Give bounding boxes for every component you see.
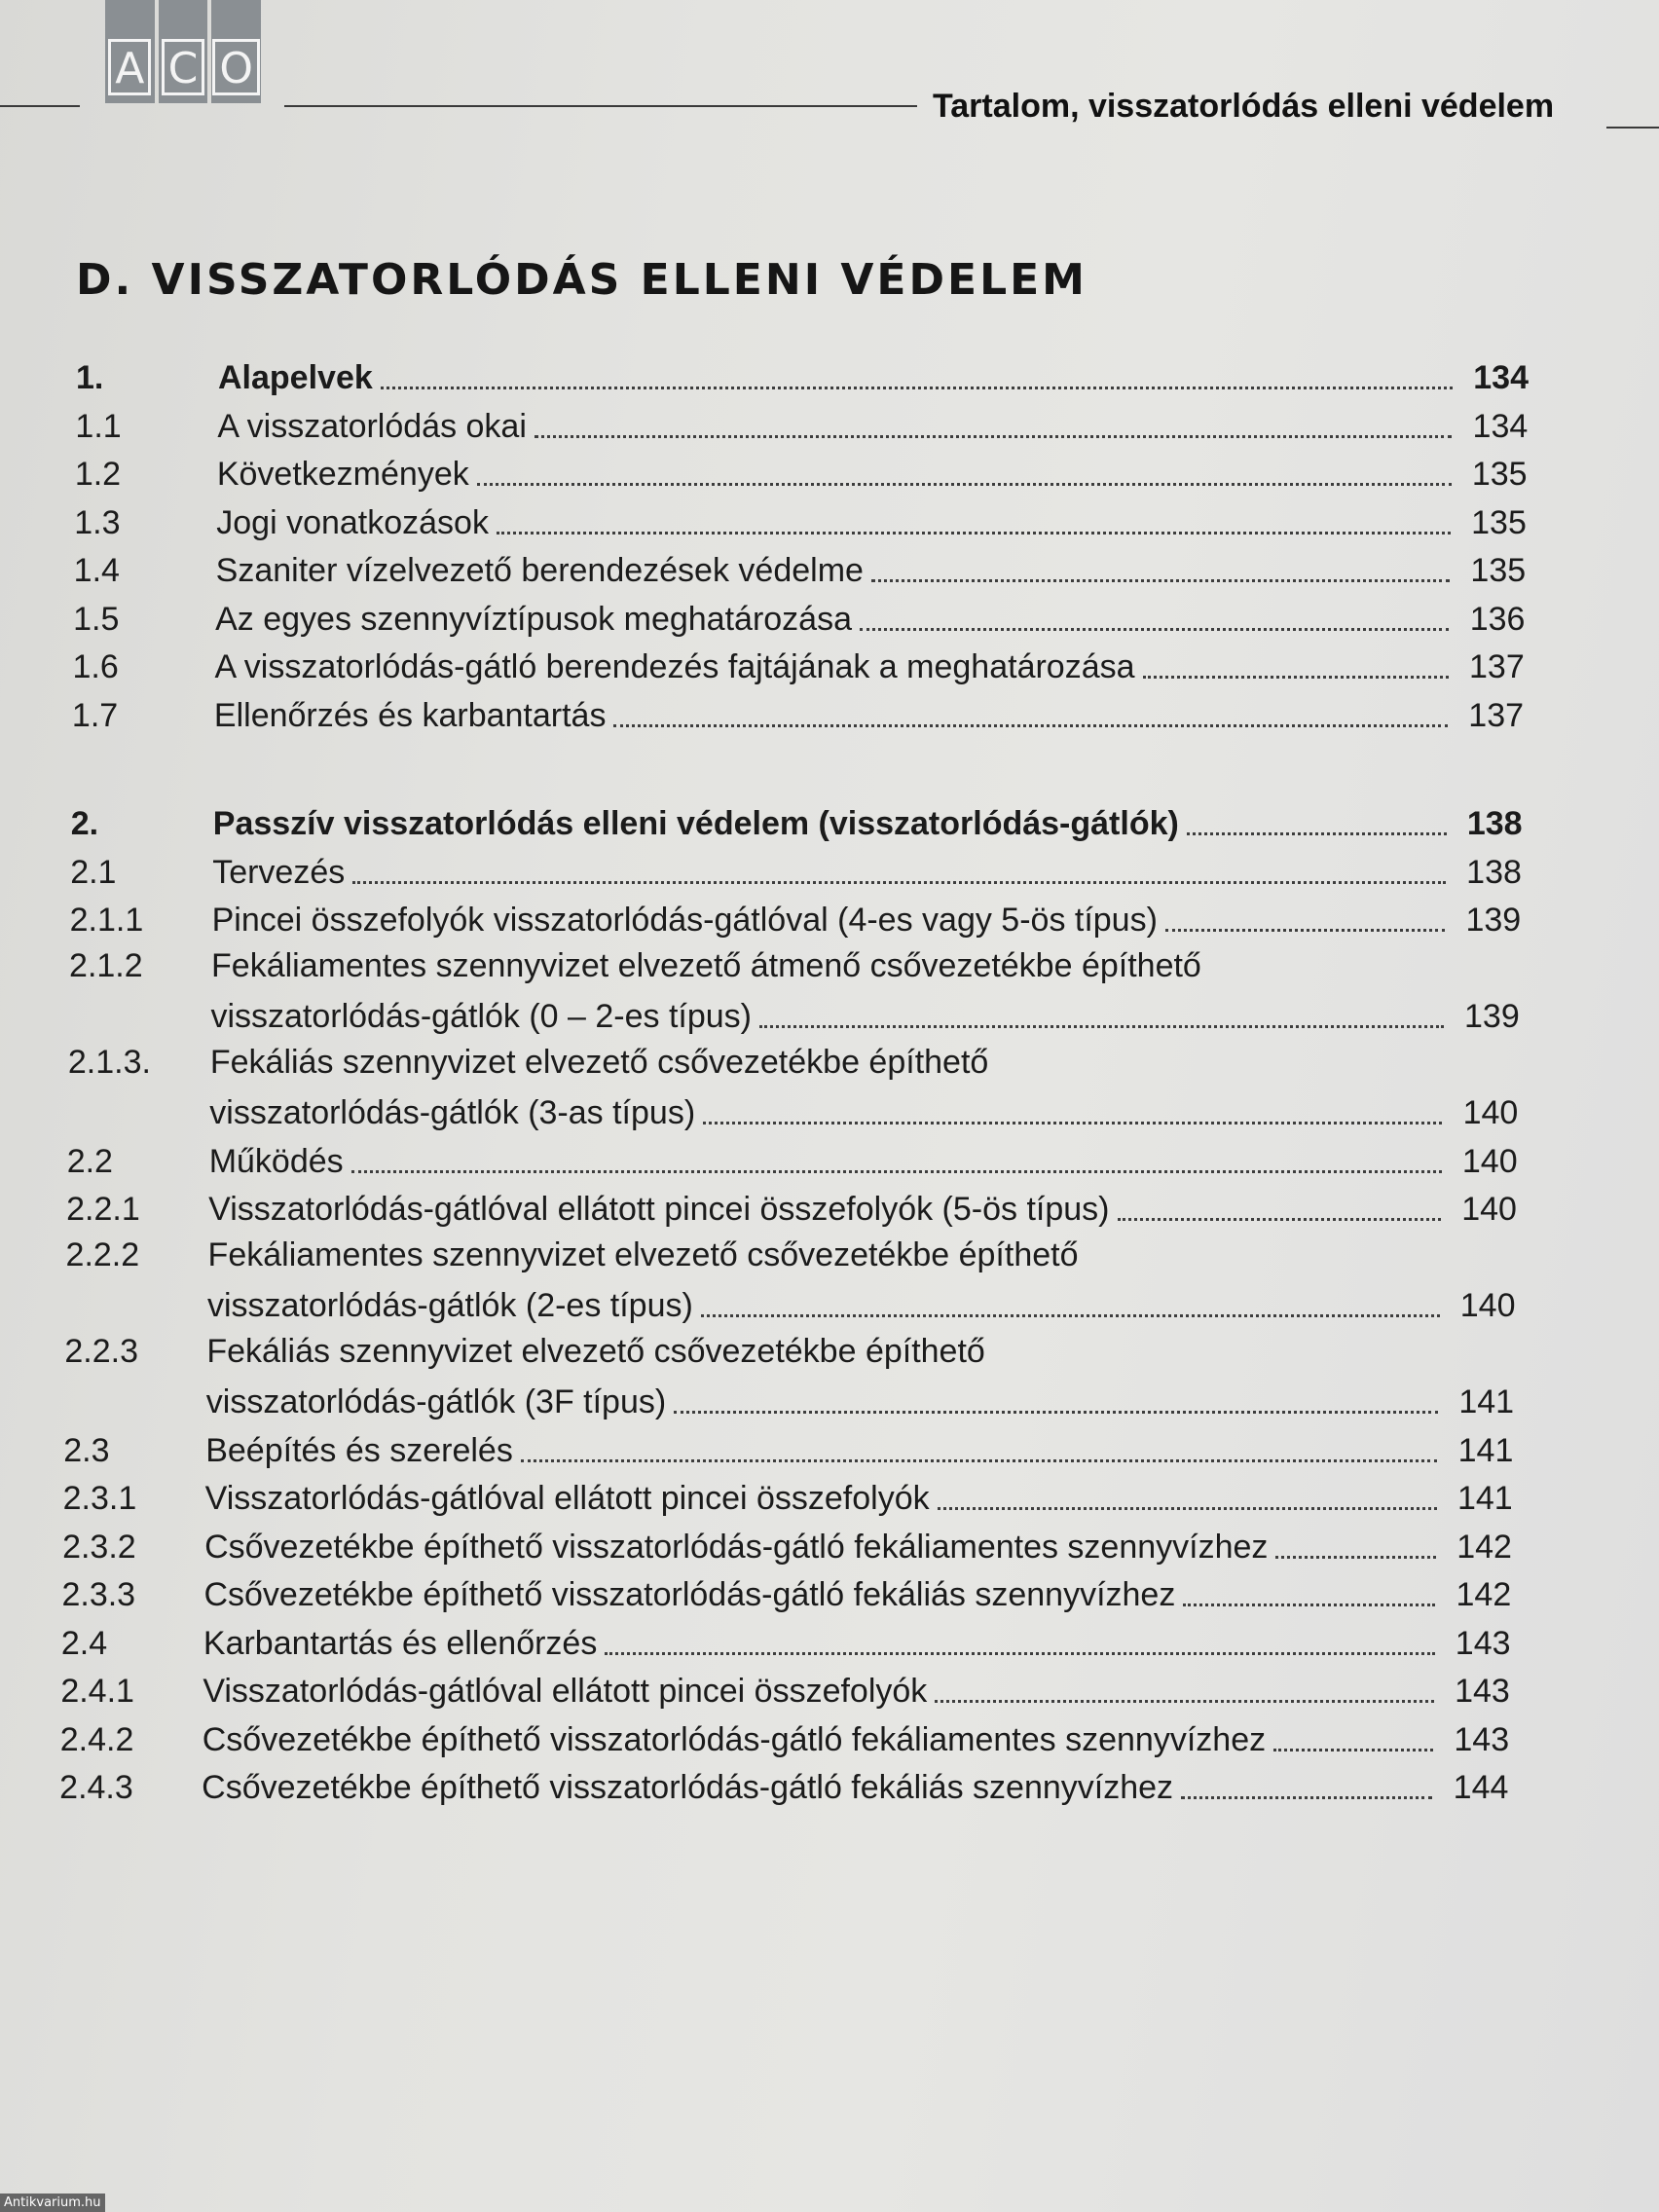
dot-leader xyxy=(521,1459,1438,1462)
logo-letter: A xyxy=(108,39,151,95)
toc-entry[interactable] xyxy=(70,893,1522,940)
toc-page-number: 142 xyxy=(1456,1528,1512,1566)
toc-entry[interactable] xyxy=(63,1471,1513,1518)
toc-entry-number: 2.1 xyxy=(70,853,117,891)
toc-page-number: 142 xyxy=(1456,1576,1512,1613)
toc-entry-number: 2.2.1 xyxy=(66,1191,140,1228)
toc-entry-first-line xyxy=(64,1333,984,1371)
dot-leader xyxy=(477,483,1452,486)
toc-entry-title: Fekáliás szennyvizet elvezető csővezetékbe építhető xyxy=(209,1043,989,1081)
toc-page-number: 140 xyxy=(1459,1287,1516,1324)
toc-page-number: 143 xyxy=(1455,1673,1510,1710)
toc-entry[interactable] xyxy=(74,496,1527,542)
toc-page-number: 138 xyxy=(1466,853,1522,891)
toc-entry-number: 1.6 xyxy=(72,648,119,685)
dot-leader xyxy=(1143,676,1449,679)
toc-page-number: 135 xyxy=(1470,552,1527,589)
toc-page-number: 138 xyxy=(1466,805,1523,842)
toc-entry-number: 1.4 xyxy=(73,552,120,589)
dot-leader xyxy=(1181,1796,1432,1799)
toc-entry-title: visszatorlódás-gátlók (3-as típus) xyxy=(209,1094,696,1131)
toc-entry[interactable] xyxy=(64,1375,1514,1421)
dot-leader xyxy=(1118,1218,1441,1221)
toc-entry-title: Szaniter vízelvezető berendezések védelme xyxy=(215,552,864,589)
dot-leader xyxy=(1275,1556,1436,1559)
toc-entry[interactable] xyxy=(73,592,1525,639)
toc-entry-title: Csővezetékbe építhető visszatorlódás-gátló fekáliamentes szennyvízhez xyxy=(202,1720,1267,1758)
toc-entry-number: 1.7 xyxy=(71,696,119,734)
toc-entry-title: Passzív visszatorlódás elleni védelem (visszatorlódás-gátlók) xyxy=(212,805,1179,842)
toc-entry[interactable] xyxy=(73,640,1525,686)
dot-leader xyxy=(1165,929,1445,932)
toc-page-number: 139 xyxy=(1464,998,1520,1035)
toc-entry-number: 2.3.2 xyxy=(62,1528,136,1566)
toc-entry[interactable] xyxy=(72,688,1524,735)
dot-leader xyxy=(871,579,1450,582)
toc-entry-title: visszatorlódás-gátlók (3F típus) xyxy=(205,1383,667,1420)
toc-entry-title: Következmények xyxy=(216,456,469,493)
dot-leader xyxy=(1183,1604,1435,1606)
dot-leader xyxy=(497,532,1451,535)
toc-entry-number: 1.3 xyxy=(74,503,121,541)
toc-entry-number: 2.4.3 xyxy=(59,1769,133,1806)
toc-page-number: 139 xyxy=(1465,902,1522,939)
toc-entry[interactable] xyxy=(75,447,1528,494)
dot-leader xyxy=(703,1122,1442,1124)
dot-leader xyxy=(935,1700,1434,1703)
toc-entry-title: Pincei összefolyók visszatorlódás-gátlóval (4-es vagy 5-ös típus) xyxy=(211,902,1158,939)
toc-entry-number: 1.1 xyxy=(75,407,122,445)
toc-entry-title: visszatorlódás-gátlók (2-es típus) xyxy=(206,1287,693,1324)
dot-leader xyxy=(1273,1749,1433,1751)
dot-leader xyxy=(860,628,1449,631)
toc-entry-title: Karbantartás és ellenőrzés xyxy=(203,1624,598,1662)
toc-entry-number: 1. xyxy=(76,359,104,396)
toc-entry-number: 2.1.3. xyxy=(67,1043,151,1081)
section-title: D. VISSZATORLÓDÁS ELLENI VÉDELEM xyxy=(76,255,1088,305)
toc-entry-title: Alapelvek xyxy=(218,359,373,396)
toc-entry-first-line xyxy=(68,1044,988,1082)
dot-leader xyxy=(1187,832,1447,835)
toc-entry-number: 2.3 xyxy=(63,1431,110,1469)
toc-page-number: 140 xyxy=(1461,1191,1517,1228)
toc-page-number: 134 xyxy=(1472,407,1529,445)
dot-leader xyxy=(674,1411,1438,1414)
toc-entry-title: Visszatorlódás-gátlóval ellátott pincei összefolyók xyxy=(203,1673,928,1710)
toc-entry-title: Tervezés xyxy=(212,853,346,891)
toc-entry[interactable] xyxy=(60,1713,1509,1759)
toc-entry-title: Fekáliamentes szennyvizet elvezető átmenő csővezetékbe építhető xyxy=(211,946,1201,984)
dot-leader xyxy=(351,1170,1442,1173)
toc-page-number: 143 xyxy=(1454,1720,1510,1758)
toc-entry[interactable] xyxy=(65,1278,1516,1325)
toc-page-number: 141 xyxy=(1458,1383,1515,1420)
toc-entry[interactable] xyxy=(63,1423,1513,1470)
toc-entry-title: visszatorlódás-gátlók (0 – 2-es típus) xyxy=(210,998,753,1035)
toc-entry-title: Fekáliamentes szennyvizet elvezető csővezetékbe építhető xyxy=(207,1235,1079,1273)
toc-entry[interactable] xyxy=(60,1664,1510,1711)
toc-entry-title: Fekáliás szennyvizet elvezető csővezetékbe építhető xyxy=(206,1332,985,1370)
toc-entry-first-line xyxy=(69,947,1201,985)
toc-entry[interactable] xyxy=(67,1086,1518,1132)
toc-entry-number: 2. xyxy=(70,805,99,842)
toc-entry-number: 2.3.3 xyxy=(61,1576,136,1613)
toc-entry[interactable] xyxy=(68,989,1519,1036)
toc-entry-first-line xyxy=(66,1236,1079,1274)
toc-page-number: 135 xyxy=(1471,503,1527,541)
toc-page-number: 136 xyxy=(1469,600,1526,638)
toc-entry-number: 2.3.1 xyxy=(62,1480,137,1517)
toc-entry-title: Működés xyxy=(208,1142,344,1180)
toc-entry[interactable] xyxy=(70,845,1522,892)
toc-entry[interactable] xyxy=(67,1134,1518,1181)
toc-entry-number: 2.2.3 xyxy=(64,1332,138,1370)
dot-leader xyxy=(381,387,1453,389)
toc-entry-title: Ellenőrzés és karbantartás xyxy=(213,696,607,734)
toc-entry-number: 2.2.2 xyxy=(65,1235,140,1273)
toc-entry-title: Csővezetékbe építhető visszatorlódás-gátló fekáliás szennyvízhez xyxy=(202,1769,1174,1806)
toc-entry-number: 2.1.1 xyxy=(69,902,144,939)
toc-page-number: 141 xyxy=(1456,1480,1513,1517)
dot-leader xyxy=(759,1025,1444,1028)
dot-leader xyxy=(605,1652,1434,1655)
toc-page-number: 137 xyxy=(1468,696,1525,734)
logo-letter: C xyxy=(162,39,205,95)
toc-entry-title: A visszatorlódás okai xyxy=(217,407,527,445)
toc-page-number: 144 xyxy=(1453,1769,1509,1806)
toc-entry-title: Csővezetékbe építhető visszatorlódás-gátló fekáliás szennyvízhez xyxy=(203,1576,1176,1613)
toc-page-number: 140 xyxy=(1462,1094,1519,1131)
toc-entry-number: 2.2 xyxy=(66,1142,113,1180)
watermark: Antikvarium.hu xyxy=(0,2194,105,2212)
toc-entry-number: 2.4.1 xyxy=(60,1673,134,1710)
toc-entry-title: Az egyes szennyvíztípusok meghatározása xyxy=(215,600,852,638)
toc-entry-number: 1.2 xyxy=(74,456,122,493)
toc-entry-title: Visszatorlódás-gátlóval ellátott pincei összefolyók xyxy=(204,1480,930,1517)
toc-entry-number: 2.4.2 xyxy=(59,1720,134,1758)
toc-entry[interactable] xyxy=(62,1520,1512,1567)
toc-page-number: 141 xyxy=(1457,1431,1514,1469)
toc-entry-number: 2.4 xyxy=(60,1624,108,1662)
toc-entry[interactable] xyxy=(59,1760,1508,1807)
dot-leader xyxy=(352,881,1446,884)
toc-entry-title: Jogi vonatkozások xyxy=(216,503,489,541)
toc-entry-title: Csővezetékbe építhető visszatorlódás-gátló fekáliamentes szennyvízhez xyxy=(204,1528,1269,1566)
dot-leader xyxy=(613,724,1448,727)
toc-entry[interactable] xyxy=(76,350,1529,397)
dot-leader xyxy=(535,435,1452,438)
toc-entry-title: A visszatorlódás-gátló berendezés fajtájának a meghatározása xyxy=(214,648,1135,685)
toc-entry[interactable] xyxy=(61,1616,1511,1663)
dot-leader xyxy=(701,1314,1440,1317)
toc-entry-title: Visszatorlódás-gátlóval ellátott pincei összefolyók (5-ös típus) xyxy=(208,1191,1110,1228)
toc-entry[interactable] xyxy=(74,543,1526,590)
running-header: Tartalom, visszatorlódás elleni védelem xyxy=(933,88,1555,125)
toc-page-number: 135 xyxy=(1471,456,1528,493)
toc-page-number: 140 xyxy=(1461,1142,1518,1180)
toc-page-number: 143 xyxy=(1455,1624,1511,1662)
toc-entry-number: 1.5 xyxy=(73,600,120,638)
toc-entry[interactable] xyxy=(71,796,1523,843)
dot-leader xyxy=(938,1507,1437,1510)
toc-entry[interactable] xyxy=(61,1567,1511,1614)
toc-entry[interactable] xyxy=(66,1182,1517,1229)
toc-entry[interactable] xyxy=(75,399,1528,446)
logo-letter: O xyxy=(212,39,260,95)
toc-entry-number: 2.1.2 xyxy=(69,946,143,984)
toc-page-number: 134 xyxy=(1473,359,1529,396)
toc-entry-title: Beépítés és szerelés xyxy=(205,1431,513,1469)
toc-page-number: 137 xyxy=(1469,648,1525,685)
